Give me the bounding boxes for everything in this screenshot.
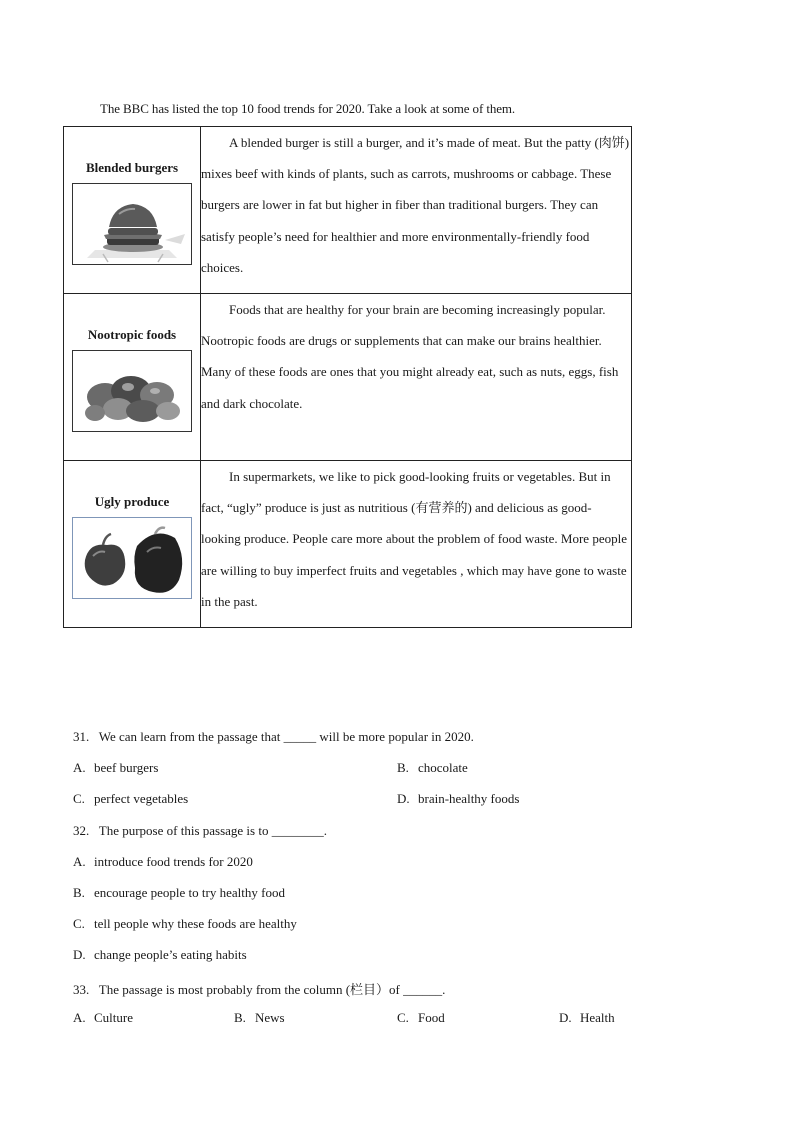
question-32-stem: 32. The purpose of this passage is to ________. [73,823,327,838]
option-31-d[interactable]: D. brain-healthy foods [397,791,520,806]
intro-text: The BBC has listed the top 10 food trends for 2020. Take a look at some of them. [100,101,516,116]
table-row [64,461,632,628]
trend-description: Foods that are healthy for your brain are becoming increasingly popular. Nootropic foods are drugs or supplements that can make our brains healthier. Many of these foods are ones that you might already eat, such as nuts, eggs, fish and dark chocolate. [201,302,619,411]
option-31-a[interactable]: A. beef burgers [73,760,159,775]
table-row [64,127,632,294]
trend-title-cell [64,461,201,628]
option-32-a[interactable]: A. introduce food trends for 2020 [73,854,253,869]
ugly-vegetables-photo-icon [72,517,192,599]
option-32-c[interactable]: C. tell people why these foods are healthy [73,916,297,931]
trend-description-cell [201,294,632,461]
trend-description: In supermarkets, we like to pick good-looking fruits or vegetables. But in fact, “ugly” produce is just as nutritious (有营养的) and delicious as good-looking produce. People care more about the problem of food waste. More people are willing to buy imperfect fruits and vegetables , which may have gone to waste in the past. [201,469,627,609]
trend-title-cell [64,127,201,294]
trend-title-cell [64,294,201,461]
nuts-photo-icon [72,350,192,432]
option-33-d[interactable]: D. Health [559,1010,615,1025]
question-33-stem: 33. The passage is most probably from the column (栏目）of ______. [73,982,446,997]
question-31-stem: 31. We can learn from the passage that _____ will be more popular in 2020. [73,729,474,744]
option-33-a[interactable]: A. Culture [73,1010,133,1025]
option-31-b[interactable]: B. chocolate [397,760,468,775]
trend-description-cell [201,461,632,628]
option-33-c[interactable]: C. Food [397,1010,445,1025]
table-row [64,294,632,461]
trend-description: A blended burger is still a burger, and it’s made of meat. But the patty (肉饼) mixes beef with kinds of plants, such as carrots, mushrooms or cabbage. These burgers are lower in fat but higher in fiber than traditional burgers. They can satisfy people’s need for healthier and more environmentally-friendly food choices. [201,135,630,275]
food-trends-table [63,126,632,628]
option-32-b[interactable]: B. encourage people to try healthy food [73,885,285,900]
option-32-d[interactable]: D. change people’s eating habits [73,947,247,962]
trend-description-cell [201,127,632,294]
trend-title: Ugly produce [94,494,170,509]
option-31-c[interactable]: C. perfect vegetables [73,791,189,806]
option-33-b[interactable]: B. News [234,1010,285,1025]
trend-title: Blended burgers [85,160,179,175]
burger-photo-icon [72,183,192,265]
trend-title: Nootropic foods [87,327,177,342]
